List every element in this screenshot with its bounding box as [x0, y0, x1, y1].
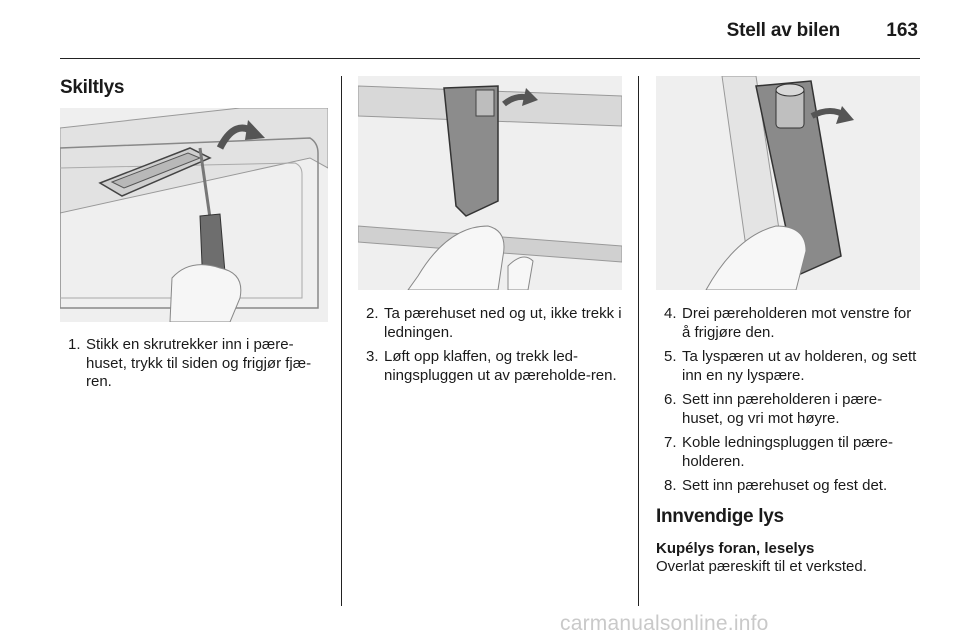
step-text: Ta lyspæren ut av holderen, og sett inn en ny lyspære.: [682, 348, 917, 384]
illustration-bulb-holder: [656, 76, 920, 290]
step-item: [656, 391, 922, 428]
illustration-lamp-housing: [358, 76, 622, 290]
step-number: 8.: [664, 477, 677, 494]
step-text: Drei pæreholderen mot venstre for å frigjøre den.: [682, 305, 912, 341]
step-item: [358, 348, 628, 385]
step-number: 4.: [664, 305, 677, 322]
front-courtesy-light-heading: Kupélys foran, leselys: [656, 540, 815, 557]
step-text: Sett inn pærehuset og fest det.: [682, 477, 888, 494]
step-text: Ta pærehuset ned og ut, ikke trekk i ledningen.: [384, 305, 622, 341]
step-number: 2.: [366, 305, 379, 322]
illustration-bulb-holder-drawing: [656, 76, 920, 290]
step-item: [656, 477, 922, 496]
interior-lights-text: Overlat pæreskift til et verksted.: [656, 558, 867, 575]
step-item: [358, 305, 628, 342]
section-title: Skiltlys: [60, 77, 125, 98]
header-rule: [60, 58, 920, 59]
step-text: Sett inn pæreholderen i pære-huset, og vri mot høyre.: [682, 391, 883, 427]
step-number: 3.: [366, 348, 379, 365]
step-number: 5.: [664, 348, 677, 365]
step-text: Stikk en skrutrekker inn i pære-huset, trykk til siden og frigjør fjæ-ren.: [86, 336, 312, 390]
steps-list-3: [656, 305, 922, 502]
step-number: 1.: [68, 336, 81, 353]
step-text: Koble ledningspluggen til pære-holderen.: [682, 434, 893, 470]
step-item: [656, 305, 922, 342]
page-number: 163: [886, 20, 918, 41]
column-divider-1: [341, 76, 342, 606]
column-divider-2: [638, 76, 639, 606]
step-number: 6.: [664, 391, 677, 408]
steps-list-2: [358, 305, 628, 391]
illustration-screwdriver-drawing: [60, 108, 328, 322]
step-number: 7.: [664, 434, 677, 451]
interior-lights-heading: Innvendige lys: [656, 506, 784, 527]
step-item: [656, 434, 922, 471]
step-item: [656, 348, 922, 385]
steps-list-1: [60, 336, 332, 398]
step-item: [60, 336, 332, 392]
watermark: carmanualsonline.info: [560, 612, 769, 635]
illustration-lamp-housing-drawing: [358, 76, 622, 290]
step-text: Løft opp klaffen, og trekk led-ningspluggen ut av pæreholde-ren.: [384, 348, 617, 384]
page-header-title: Stell av bilen: [726, 20, 840, 41]
illustration-screwdriver: [60, 108, 328, 322]
